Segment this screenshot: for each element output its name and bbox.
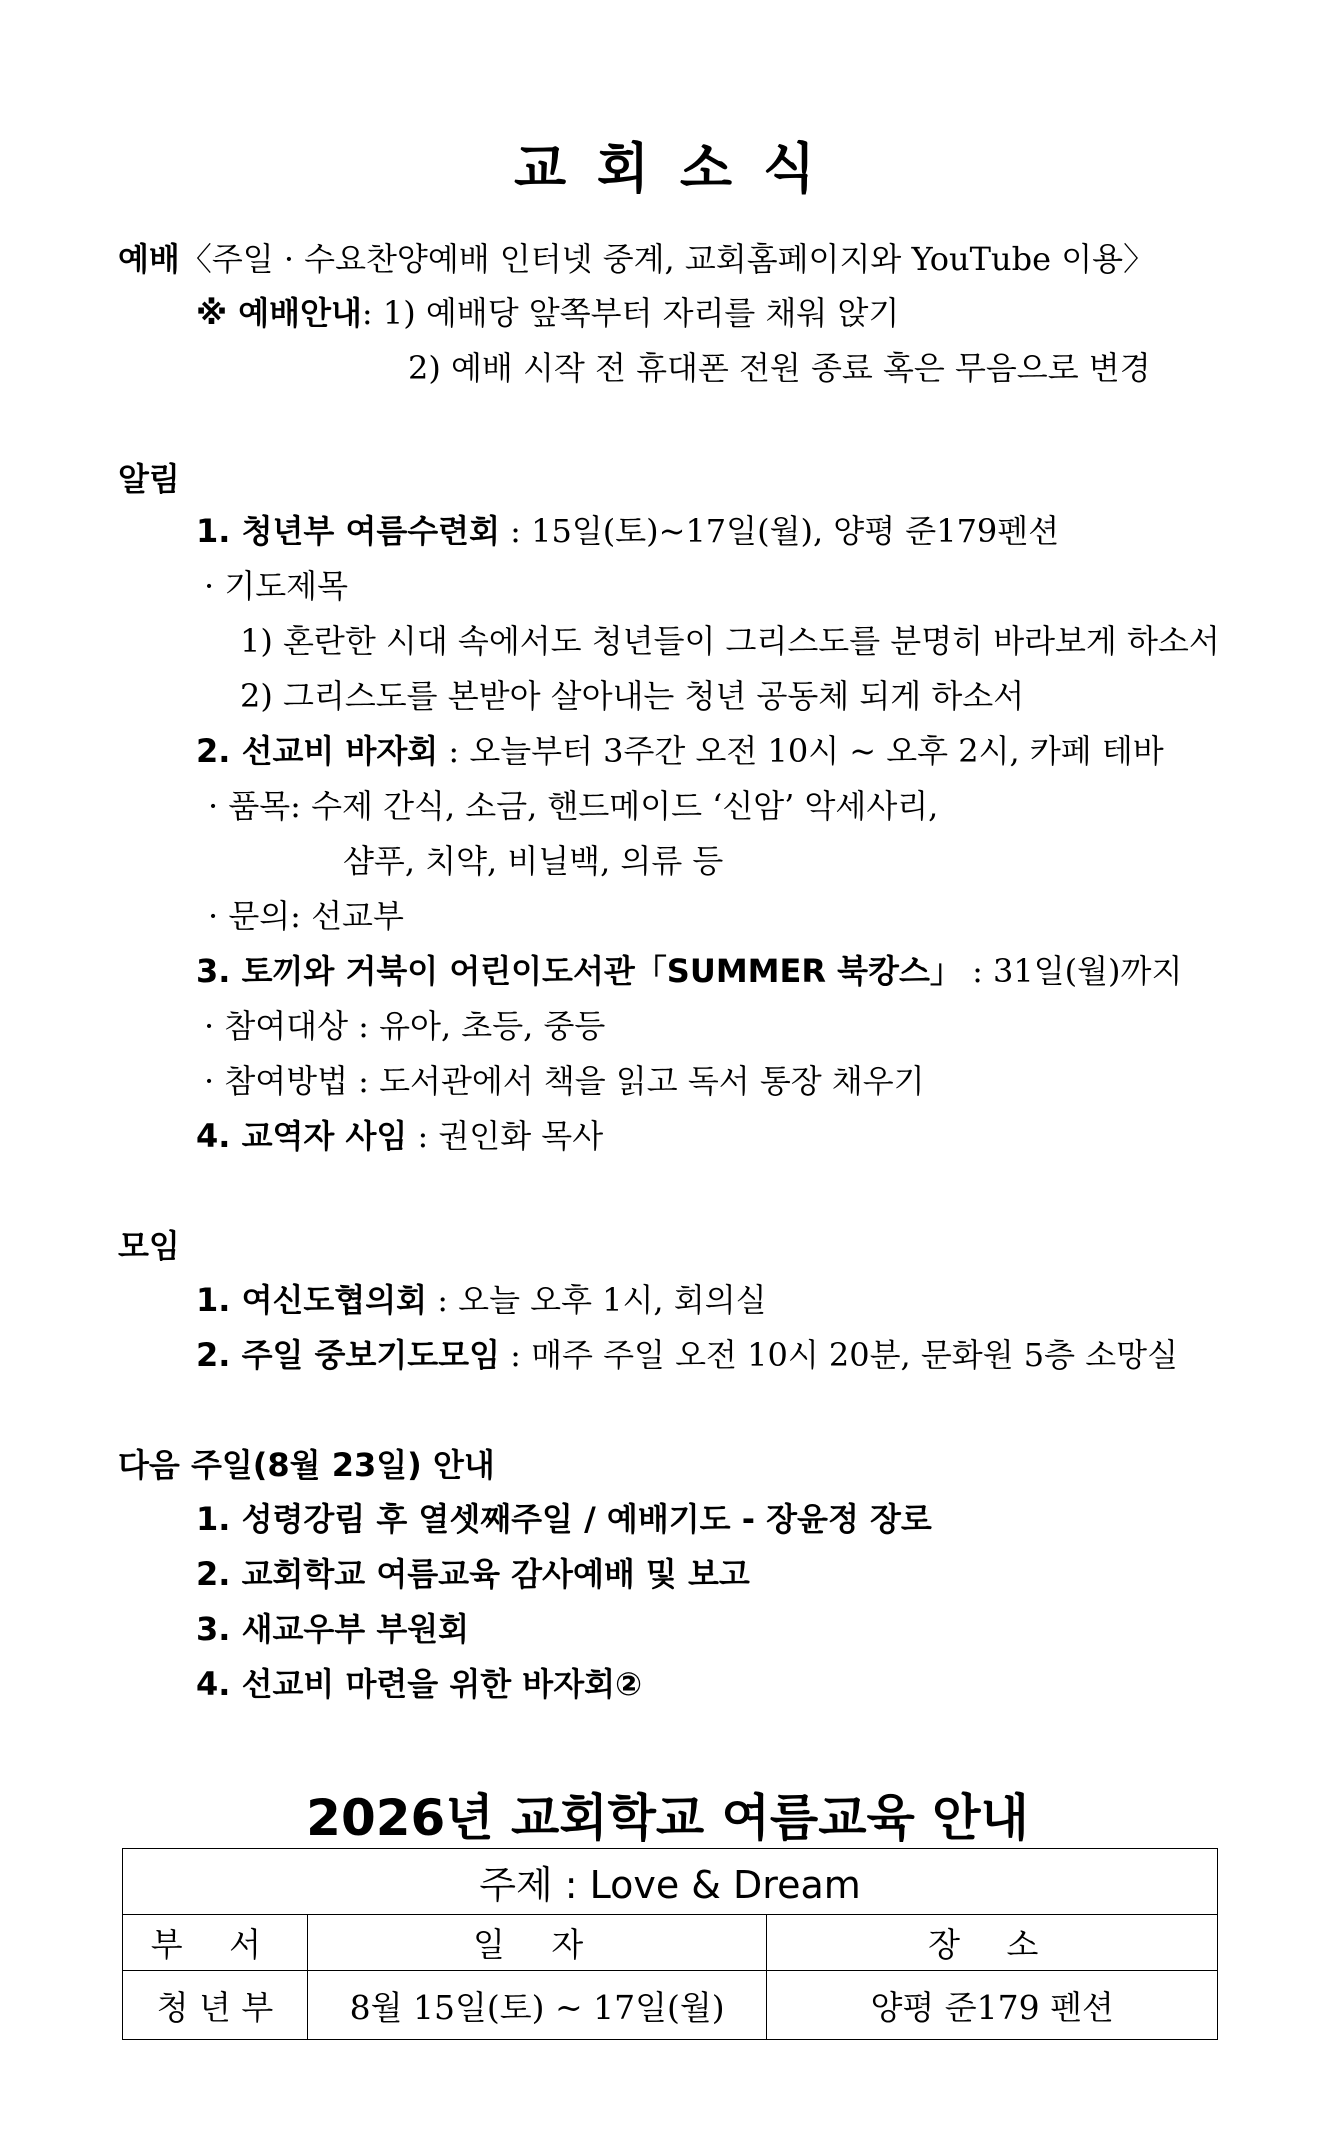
meeting-2-label: 2. 주일 중보기도모임: [196, 1336, 500, 1374]
header-place: 장 소: [767, 1915, 1218, 1971]
header-date: 일 자: [307, 1915, 767, 1971]
meeting-2: [196, 1335, 1178, 1375]
notice-3-label: 3. 토끼와 거북이 어린이도서관「SUMMER 북캉스」: [196, 952, 962, 990]
table-header-row: [123, 1915, 1218, 1971]
meeting-1-value: : 오늘 오후 1시, 회의실: [427, 1281, 767, 1319]
cell-department: 청 년 부: [123, 1971, 308, 2040]
education-table: [122, 1848, 1218, 2040]
meeting-2-value: : 매주 주일 오전 10시 20분, 문화원 5층 소망실: [500, 1336, 1178, 1374]
worship-heading: 예배: [118, 240, 180, 278]
next-week-item: 3. 새교우부 부원회: [196, 1610, 470, 1648]
worship-line: [118, 239, 1155, 279]
notice-3-target: · 참여대상 : 유아, 초등, 중등: [204, 1007, 606, 1045]
notices-heading: 알림: [118, 460, 180, 498]
next-week-item: 1. 성령강림 후 열셋째주일 / 예배기도 - 장윤정 장로: [196, 1500, 932, 1538]
notice-2-items-1: · 품목: 수제 간식, 소금, 핸드메이드 ‘신암’ 악세사리,: [208, 787, 939, 825]
header-department: 부 서: [123, 1915, 308, 1971]
notice-1-prayer-2: 2) 그리스도를 본받아 살아내는 청년 공동체 되게 하소서: [240, 677, 1025, 715]
next-week-heading: 다음 주일(8월 23일) 안내: [118, 1446, 495, 1484]
theme-row: [123, 1849, 1218, 1915]
worship-guide-label: ※ 예배안내: [196, 294, 362, 332]
notice-4-value: : 권인화 목사: [407, 1117, 604, 1155]
notice-4: [196, 1116, 603, 1156]
cell-place: 양평 준179 펜션: [767, 1971, 1218, 2040]
notice-2-label: 2. 선교비 바자회: [196, 732, 439, 770]
next-week-item: 4. 선교비 마련을 위한 바자회②: [196, 1665, 643, 1703]
cell-date: 8월 15일(토) ~ 17일(월): [307, 1971, 767, 2040]
page-title: 교 회 소 식: [513, 137, 822, 200]
notice-3-method: · 참여방법 : 도서관에서 책을 읽고 독서 통장 채우기: [204, 1062, 925, 1100]
next-week-item: 2. 교회학교 여름교육 감사예배 및 보고: [196, 1555, 750, 1593]
worship-detail: 〈주일 · 수요찬양예배 인터넷 중계, 교회홈페이지와 YouTube 이용〉: [179, 240, 1156, 278]
notice-2-contact: · 문의: 선교부: [208, 897, 404, 935]
notice-4-label: 4. 교역자 사임: [196, 1117, 408, 1155]
notice-1-sub: · 기도제목: [204, 567, 348, 605]
notice-3-value: : 31일(월)까지: [961, 952, 1183, 990]
notice-1-value: : 15일(토)~17일(월), 양평 준179펜션: [500, 512, 1060, 550]
education-title: 2026년 교회학교 여름교육 안내: [306, 1789, 1029, 1847]
notice-2-items-2: 샴푸, 치약, 비닐백, 의류 등: [343, 842, 724, 880]
worship-guide-line: [196, 293, 899, 333]
notice-1-label: 1. 청년부 여름수련회: [196, 512, 500, 550]
meeting-1-label: 1. 여신도협의회: [196, 1281, 428, 1319]
meeting-1: [196, 1280, 767, 1320]
notice-3: [196, 951, 1182, 991]
worship-guide-1: : 1) 예배당 앞쪽부터 자리를 채워 앉기: [361, 294, 900, 332]
table-row: [123, 1971, 1218, 2040]
worship-guide-2: 2) 예배 시작 전 휴대폰 전원 종료 혹은 무음으로 변경: [408, 349, 1151, 387]
notice-2-value: : 오늘부터 3주간 오전 10시 ~ 오후 2시, 카페 테바: [438, 732, 1164, 770]
education-theme: 주제 : Love & Dream: [123, 1849, 1218, 1915]
notice-2: [196, 731, 1164, 771]
notice-1: [196, 511, 1059, 551]
meetings-heading: 모임: [118, 1227, 180, 1265]
notice-1-prayer-1: 1) 혼란한 시대 속에서도 청년들이 그리스도를 분명히 바라보게 하소서: [240, 622, 1220, 660]
